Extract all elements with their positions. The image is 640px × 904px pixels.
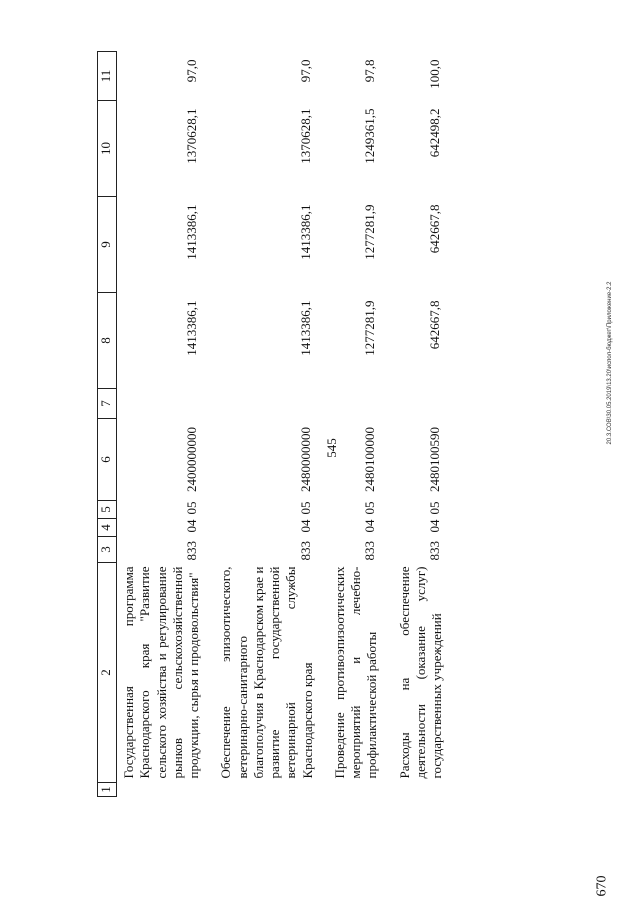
row-name: Обеспечение эпизоотического, ветеринарно-санитарного благополучия в Краснодарском крае и развитие государственной ветеринарной службы Краснодарского края <box>218 566 315 779</box>
row-percent: 100,0 <box>427 59 442 89</box>
header-col-5: 5 <box>98 501 117 519</box>
row-value-10: 642498,2 <box>427 108 442 158</box>
header-col-4: 4 <box>98 519 117 537</box>
table-row <box>117 52 215 797</box>
budget-table-rotated <box>97 52 556 797</box>
row-section: 04 <box>362 519 378 533</box>
row-ministry-code: 833 <box>184 541 199 561</box>
header-col-3: 3 <box>98 537 117 563</box>
row-section: 04 <box>427 519 442 533</box>
row-subsection: 05 <box>427 501 442 515</box>
row-ministry-code: 833 <box>427 541 442 561</box>
header-col-8: 8 <box>98 293 117 389</box>
header-col-6: 6 <box>98 419 117 501</box>
header-col-7: 7 <box>98 389 117 419</box>
row-target-code: 2480000000 <box>297 427 313 492</box>
row-subsection: 05 <box>297 501 313 515</box>
side-note-text: 20.3.СОВ\30.05.2019\13.20\испол-бюджет\Приложение-2.2 <box>607 281 613 445</box>
row-percent: 97,0 <box>297 59 313 83</box>
row-expense-type <box>214 389 328 419</box>
row-target-code: 2480100590 <box>427 427 442 492</box>
row-expense-type <box>393 389 458 419</box>
row-value-8: 642667,8 <box>427 300 442 350</box>
table-header-row <box>98 52 117 797</box>
row-percent: 97,8 <box>362 59 378 83</box>
row-section: 04 <box>184 519 199 533</box>
row-value-9: 1277281,9 <box>362 204 378 260</box>
row-percent: 97,0 <box>184 59 199 83</box>
row-ministry-code: 833 <box>362 541 378 561</box>
header-col-10: 10 <box>98 101 117 197</box>
budget-table <box>97 51 457 797</box>
table-row <box>393 52 458 797</box>
row-value-8: 1413386,1 <box>297 300 313 356</box>
row-value-9: 642667,8 <box>427 204 442 254</box>
page-number: 545 <box>323 438 339 458</box>
row-section: 04 <box>297 519 313 533</box>
row-name: Государственная программа Краснодарского края "Развитие сельского хозяйства и регулирование рынков сельскохозяйственной продукции, сырья и продовольствия" <box>121 566 201 779</box>
row-expense-type <box>117 389 215 419</box>
row-subsection: 05 <box>184 501 199 515</box>
row-target-code: 2480100000 <box>362 427 378 492</box>
row-value-10: 1370628,1 <box>184 108 199 164</box>
header-col-1: 1 <box>98 783 117 797</box>
row-target-code: 2400000000 <box>184 427 199 492</box>
row-expense-type <box>328 389 393 419</box>
header-col-9: 9 <box>98 197 117 293</box>
sheet-number: 670 <box>594 875 610 897</box>
row-name: Расходы на обеспечение деятельности (оказание услуг) государственных учреждений <box>396 566 444 779</box>
header-col-2: 2 <box>98 563 117 783</box>
row-value-10: 1370628,1 <box>297 108 313 164</box>
table-row <box>214 52 328 797</box>
row-value-8: 1277281,9 <box>362 300 378 356</box>
row-value-9: 1413386,1 <box>184 204 199 260</box>
header-col-11: 11 <box>98 52 117 101</box>
row-value-9: 1413386,1 <box>297 204 313 260</box>
table-row <box>328 52 393 797</box>
row-ministry-code: 833 <box>297 541 313 561</box>
row-value-10: 1249361,5 <box>362 108 378 164</box>
row-value-8: 1413386,1 <box>184 300 199 356</box>
row-subsection: 05 <box>362 501 378 515</box>
row-name: Проведение противоэпизоотических мероприятий и лечебно-профилактической работы <box>331 566 380 779</box>
